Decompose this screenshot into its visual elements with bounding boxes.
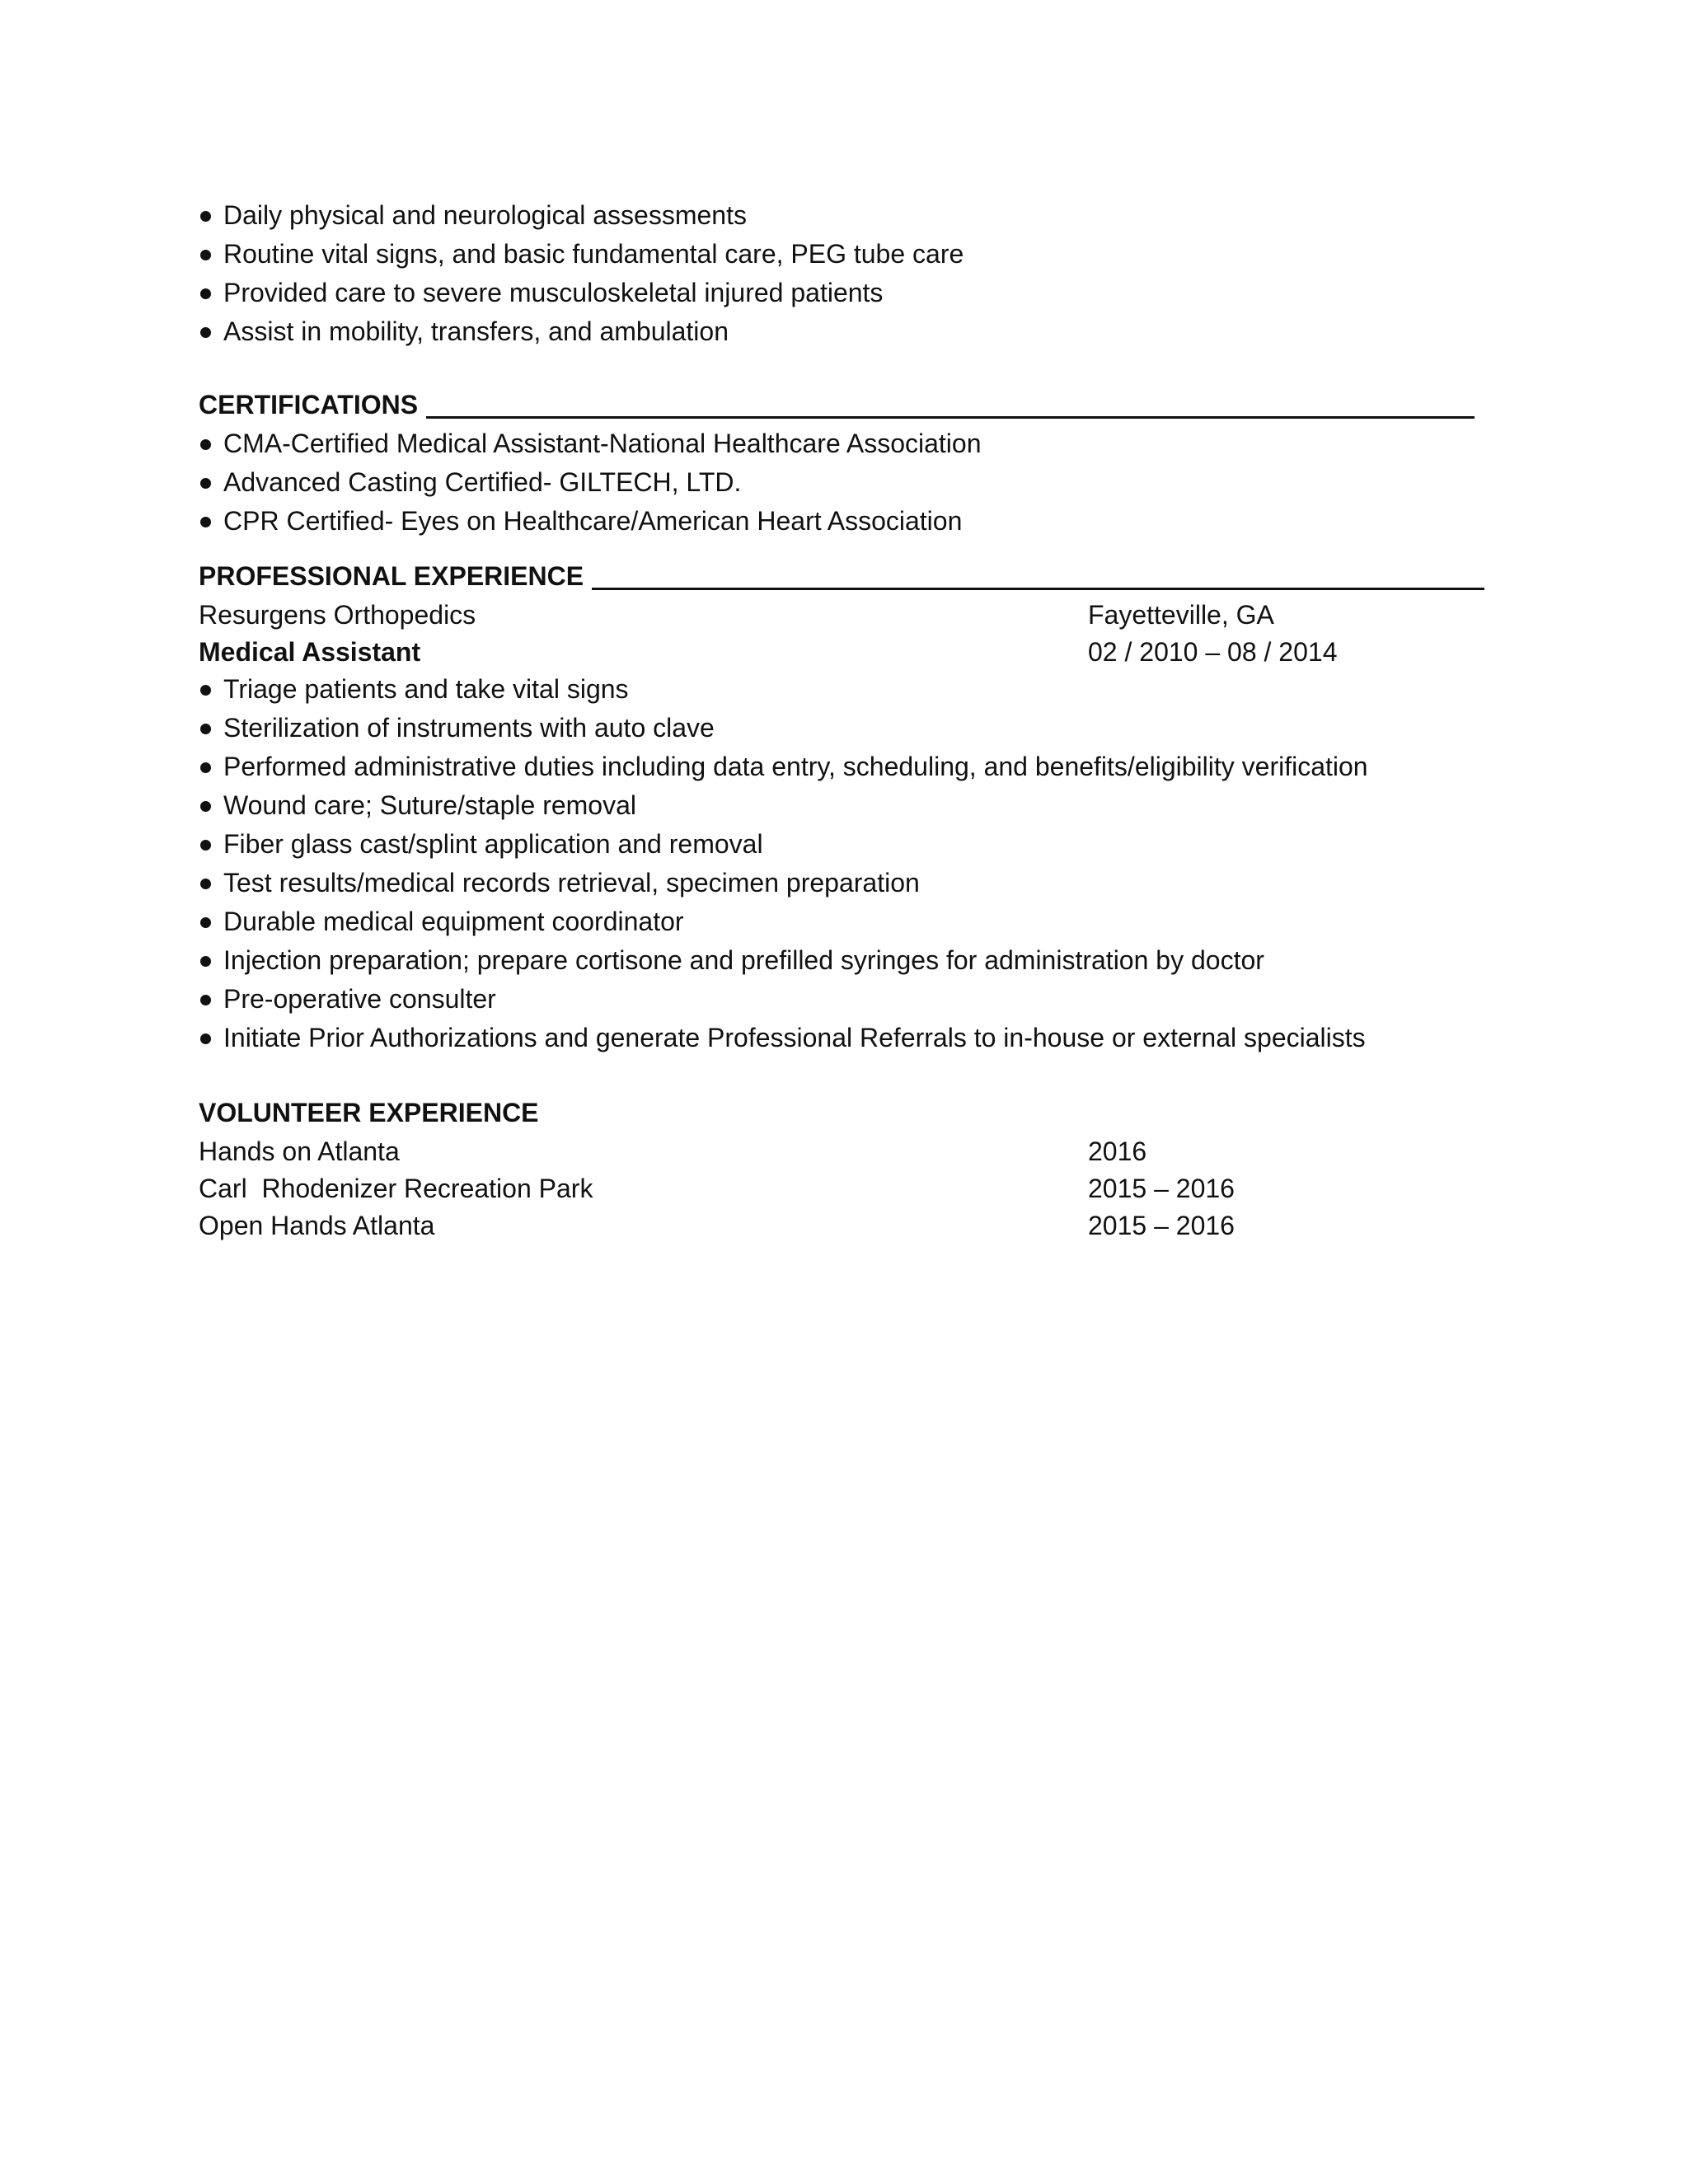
- employer-name: Resurgens Orthopedics: [199, 600, 476, 630]
- bullet-text: Sterilization of instruments with auto clave: [223, 713, 715, 743]
- resume-content: [199, 196, 1484, 1244]
- bullet-text: Test results/medical records retrieval, specimen preparation: [223, 868, 920, 898]
- volunteer-dates: 2016: [1088, 1137, 1147, 1166]
- list-item: [199, 902, 1484, 941]
- bullet-text: Daily physical and neurological assessments: [223, 200, 747, 230]
- volunteer-row: [199, 1207, 1484, 1244]
- bullet-text: Wound care; Suture/staple removal: [223, 790, 636, 820]
- bullet-text: Provided care to severe musculoskeletal injured patients: [223, 278, 884, 307]
- job-title: Medical Assistant: [199, 637, 421, 667]
- bullet-icon: [200, 478, 211, 489]
- job-title-row: [199, 633, 1484, 670]
- list-item: [199, 709, 1484, 748]
- list-item: [199, 786, 1484, 825]
- bullet-icon: [200, 840, 211, 851]
- bullet-text: Routine vital signs, and basic fundamental care, PEG tube care: [223, 239, 964, 269]
- list-item: [199, 980, 1484, 1019]
- bullet-icon: [200, 517, 211, 527]
- certifications-list: [199, 424, 1484, 541]
- bullet-icon: [200, 211, 211, 222]
- employer-location: Fayetteville, GA: [1088, 600, 1274, 630]
- list-item: [199, 424, 1484, 463]
- bullet-icon: [200, 762, 211, 773]
- certifications-heading: [199, 386, 1484, 424]
- employer-row: [199, 596, 1484, 633]
- bullet-icon: [200, 288, 211, 299]
- bullet-text: CPR Certified- Eyes on Healthcare/American Heart Association: [223, 506, 963, 536]
- bullet-icon: [200, 439, 211, 450]
- list-item: [199, 196, 1484, 235]
- duties-list: [199, 670, 1484, 1057]
- list-item: [199, 274, 1484, 312]
- bullet-icon: [200, 327, 211, 338]
- volunteer-experience-heading: [199, 1094, 1484, 1132]
- heading-rule: [592, 588, 1484, 590]
- volunteer-row: [199, 1132, 1484, 1169]
- job-dates: 02 / 2010 – 08 / 2014: [1088, 637, 1338, 667]
- volunteer-dates: 2015 – 2016: [1088, 1211, 1235, 1240]
- bullet-text: Advanced Casting Certified- GILTECH, LTD.: [223, 467, 742, 497]
- volunteer-experience-heading-text: VOLUNTEER EXPERIENCE: [199, 1098, 539, 1127]
- list-item: [199, 748, 1484, 786]
- professional-experience-heading: [199, 557, 1484, 596]
- bullet-icon: [200, 917, 211, 928]
- bullet-text: Pre-operative consulter: [223, 984, 496, 1014]
- volunteer-dates: 2015 – 2016: [1088, 1174, 1235, 1203]
- list-item: [199, 941, 1484, 980]
- list-item: [199, 864, 1484, 902]
- bullet-icon: [200, 995, 211, 1005]
- volunteer-row: [199, 1169, 1484, 1207]
- volunteer-org: Open Hands Atlanta: [199, 1211, 435, 1240]
- bullet-icon: [200, 801, 211, 812]
- bullet-text: Injection preparation; prepare cortisone and prefilled syringes for administration by doctor: [223, 945, 1264, 975]
- list-item: [199, 312, 1484, 351]
- bullet-icon: [200, 879, 211, 889]
- list-item: [199, 463, 1484, 502]
- list-item: [199, 670, 1484, 709]
- bullet-text: Performed administrative duties including data entry, scheduling, and benefits/eligibility verification: [223, 752, 1368, 781]
- volunteer-org: Carl Rhodenizer Recreation Park: [199, 1174, 593, 1203]
- bullet-text: Fiber glass cast/splint application and removal: [223, 829, 763, 859]
- certifications-heading-text: CERTIFICATIONS: [199, 390, 419, 419]
- bullet-text: Initiate Prior Authorizations and generate Professional Referrals to in-house or external specialists: [223, 1023, 1366, 1052]
- list-item: [199, 825, 1484, 864]
- heading-rule: [426, 416, 1475, 419]
- list-item: [199, 1019, 1484, 1057]
- bullet-icon: [200, 250, 211, 260]
- bullet-icon: [200, 685, 211, 696]
- bullet-text: Triage patients and take vital signs: [223, 674, 629, 704]
- bullet-icon: [200, 1033, 211, 1044]
- volunteer-org: Hands on Atlanta: [199, 1137, 400, 1166]
- bullet-icon: [200, 724, 211, 734]
- bullet-text: CMA-Certified Medical Assistant-National Healthcare Association: [223, 429, 982, 458]
- list-item: [199, 235, 1484, 274]
- professional-experience-heading-text: PROFESSIONAL EXPERIENCE: [199, 561, 584, 591]
- intro-bullet-list: [199, 196, 1484, 351]
- bullet-icon: [200, 956, 211, 967]
- bullet-text: Assist in mobility, transfers, and ambulation: [223, 316, 729, 346]
- bullet-text: Durable medical equipment coordinator: [223, 907, 684, 936]
- list-item: [199, 502, 1484, 541]
